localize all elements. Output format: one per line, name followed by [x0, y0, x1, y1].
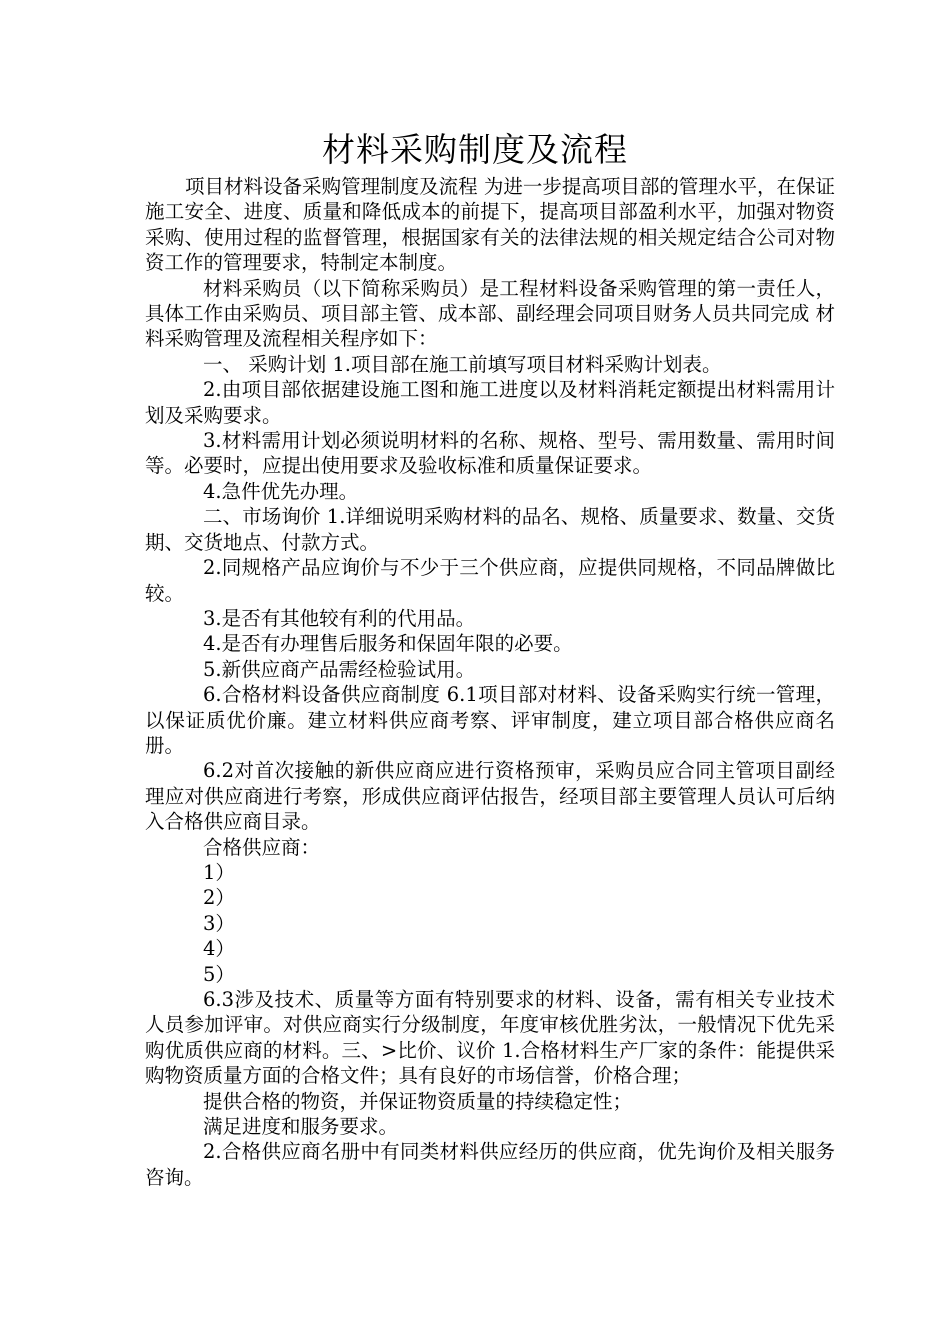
paragraph-qualified-suppliers: 合格供应商：: [203, 835, 321, 859]
paragraph-supply-quality: 提供合格的物资，并保证物资质量的持续稳定性；: [203, 1089, 633, 1113]
list-item: 2）: [203, 886, 235, 910]
paragraph-3-2: 2.合格供应商名册中有同类材料供应经历的供应商，优先询价及相关服务咨询。: [145, 1140, 835, 1189]
list-item: 4）: [203, 937, 235, 961]
paragraph-schedule: 满足进度和服务要求。: [203, 1115, 399, 1139]
paragraph-1-2: 2.由项目部依据建设施工图和施工进度以及材料消耗定额提出材料需用计划及采购要求。: [145, 378, 835, 427]
paragraph-2-3: 3.是否有其他较有利的代用品。: [203, 606, 476, 630]
paragraph-purchaser: 材料采购员（以下简称采购员）是工程材料设备采购管理的第一责任人，具体工作由采购员、项目部主管、成本部、副经理会同项目财务人员共同完成 材料采购管理及流程相关程序如下：: [145, 276, 835, 351]
document-body: [145, 174, 835, 1190]
paragraph-section-2: 二、市场询价 1.详细说明采购材料的品名、规格、质量要求、数量、交货期、交货地点、付款方式。: [145, 505, 835, 554]
paragraph-2-2: 2.同规格产品应询价与不少于三个供应商，应提供同规格，不同品牌做比较。: [145, 556, 835, 605]
list-item: 3）: [203, 911, 235, 935]
paragraph-1-4: 4.急件优先办理。: [203, 479, 359, 503]
paragraph-2-6: 6.合格材料设备供应商制度 6.1项目部对材料、设备采购实行统一管理，以保证质优价廉。建立材料供应商考察、评审制度，建立项目部合格供应商名册。: [145, 683, 835, 757]
list-item: 5）: [203, 962, 235, 986]
paragraph-intro: 项目材料设备采购管理制度及流程 为进一步提高项目部的管理水平，在保证施工安全、进度、质量和降低成本的前提下，提高项目部盈利水平，加强对物资采购、使用过程的监督管理，根据国家有关的法律法规的相关规定结合公司对物资工作的管理要求，特制定本制度。: [145, 175, 835, 275]
paragraph-2-5: 5.新供应商产品需经检验试用。: [203, 657, 476, 681]
paragraph-1-3: 3.材料需用计划必须说明材料的名称、规格、型号、需用数量、需用时间等。必要时，应提出使用要求及验收标准和质量保证要求。: [145, 429, 835, 478]
paragraph-section-1: 一、 采购计划 1.项目部在施工前填写项目材料采购计划表。: [203, 352, 722, 376]
paragraph-2-4: 4.是否有办理售后服务和保固年限的必要。: [203, 632, 573, 656]
list-item: 1）: [203, 860, 235, 884]
paragraph-6-3: 6.3涉及技术、质量等方面有特别要求的材料、设备，需有相关专业技术人员参加评审。对供应商实行分级制度，年度审核优胜劣汰，一般情况下优先采购优质供应商的材料。三、>比价、议价 1.合格材料生产厂家的条件：能提供采购物资质量方面的合格文件；具有良好的市场信誉，价格合理；: [145, 988, 835, 1088]
document-title: 材料采购制度及流程: [322, 130, 628, 169]
paragraph-6-2: 6.2对首次接触的新供应商应进行资格预审，采购员应合同主管项目副经理应对供应商进行考察，形成供应商评估报告，经项目部主要管理人员认可后纳入合格供应商目录。: [145, 759, 835, 834]
